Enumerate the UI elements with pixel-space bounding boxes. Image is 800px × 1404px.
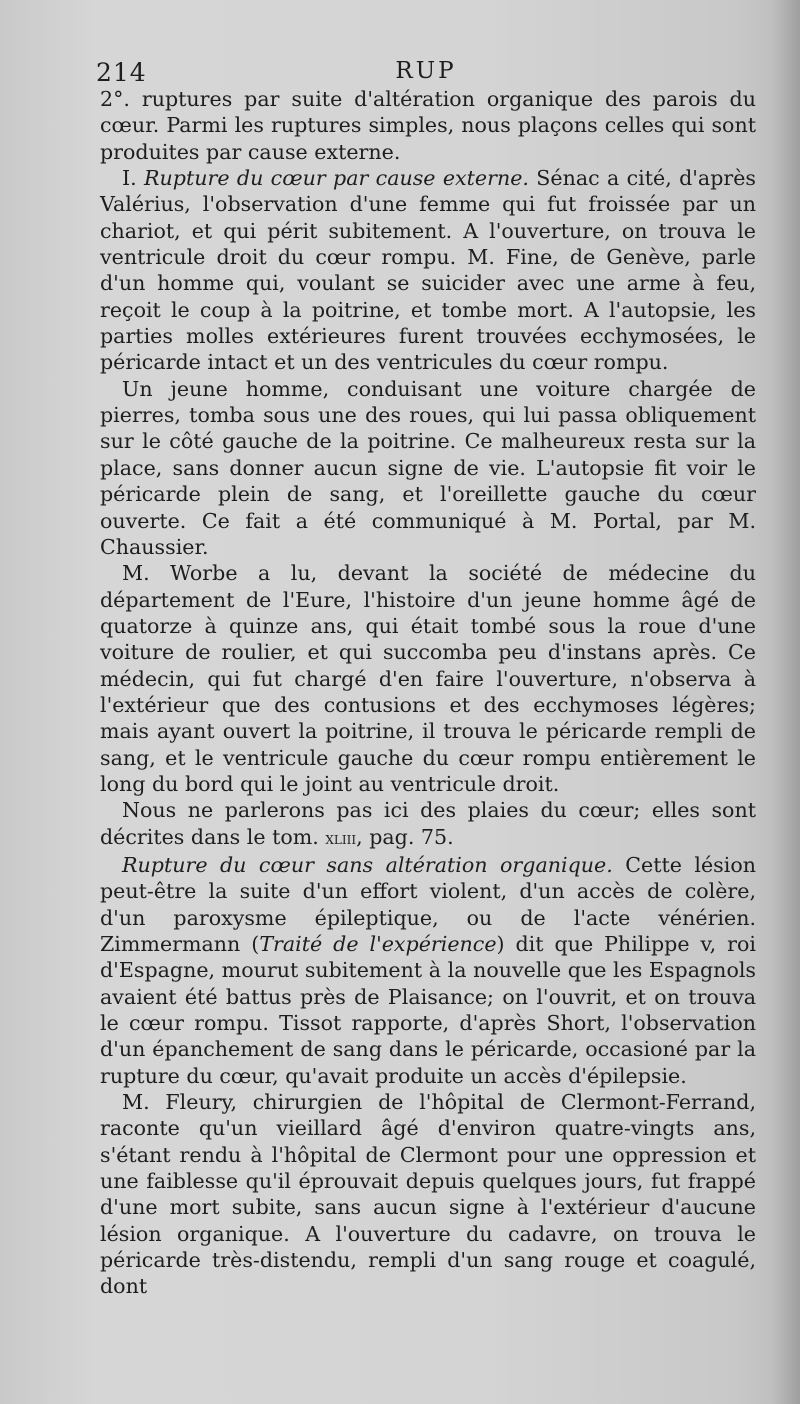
paragraph-6 (100, 852, 756, 1089)
paragraph-text: Cette lésion peut-être la suite d'un effort violent, d'un accès de colère, d'un paroxysme épileptique, ou de l'acte vénérien. Zimmermann ( (100, 852, 756, 956)
section-heading: Rupture du cœur par cause externe. (144, 166, 529, 191)
show-through-noise (120, 1260, 720, 1360)
body-text (100, 86, 756, 1300)
paragraph-1 (100, 86, 756, 165)
page-number: 214 (96, 58, 147, 87)
paragraph-4 (100, 560, 756, 797)
paragraph-tail: ) dit que Philippe v, roi d'Espagne, mourut subitement à la nouvelle que les Espagnols avaient été battus près de Plaisance; on l'ouvrit, et on trouva le cœur rompu. Tissot rapporte, d'après Short, l'observation d'un épanchement de sang dans le péricarde, occasioné par la rupture du cœur, qu'avait produite un accès d'épilepsie. (100, 932, 756, 1088)
paragraph-text: 2°. ruptures par suite d'altération organique des parois du cœur. Parmi les ruptures simples, nous plaçons celles qui sont produites par cause externe. (100, 87, 756, 164)
cited-title: Traité de l'expérience (259, 932, 497, 956)
section-number: I. (122, 166, 145, 191)
paragraph-2 (100, 165, 756, 376)
paragraph-text: Nous ne parlerons pas ici des plaies du cœur; elles sont décrites dans le tom. (100, 798, 756, 849)
paragraph-5 (100, 797, 756, 852)
paragraph-tail: , pag. 75. (356, 824, 454, 849)
paragraph-text: M. Fleury, chirurgien de l'hôpital de Clermont-Ferrand, raconte qu'un vieillard âgé d'environ quatre-vingts ans, s'étant rendu à l'hôpital de Clermont pour une oppression et une faiblesse qu'il éprouvait depuis quelques jours, fut frappé d'une mort subite, sans aucun signe à l'extérieur d'aucune lésion organique. A l'ouverture du cadavre, on trouva le péricarde très-distendu, rempli d'un sang rouge et coagulé, dont (100, 1090, 756, 1299)
paragraph-text: Un jeune homme, conduisant une voiture chargée de pierres, tomba sous une des roues, qui lui passa obliquement sur le côté gauche de la poitrine. Ce malheureux resta sur la place, sans donner aucun signe de vie. L'autopsie fit voir le péricarde plein de sang, et l'oreillette gauche du cœur ouverte. Ce fait a été communiqué à M. Portal, par M. Chaussier. (100, 376, 756, 559)
paragraph-text: Sénac a cité, d'après Valérius, l'observation d'une femme qui fut froissée par un chariot, et qui périt subitement. A l'ouverture, on trouva le ventricule droit du cœur rompu. M. Fine, de Genève, parle d'un homme qui, voulant se suicider avec une arme à feu, reçoit le coup à la poitrine, et tombe mort. A l'autopsie, les parties molles extérieures furent trouvées ecchymosées, le péricarde intact et un des ventricules du cœur rompu. (100, 166, 756, 375)
paragraph-text: M. Worbe a lu, devant la société de médecine du département de l'Eure, l'histoire d'un jeune homme âgé de quatorze à quinze ans, qui était tombé sous la roue d'une voiture de roulier, et qui succomba peu d'instans après. Ce médecin, qui fut chargé d'en faire l'ouverture, n'observa à l'extérieur que des contusions et des ecchymoses légères; mais ayant ouvert la poitrine, il trouva le péricarde rempli de sang, et le ventricule gauche du cœur rompu entièrement le long du bord qui le joint au ventricule droit. (100, 561, 756, 796)
paragraph-3 (100, 376, 756, 560)
volume-number: xliii (325, 828, 357, 849)
section-heading: Rupture du cœur sans altération organique. (122, 852, 613, 877)
running-title: RUP (395, 58, 457, 84)
